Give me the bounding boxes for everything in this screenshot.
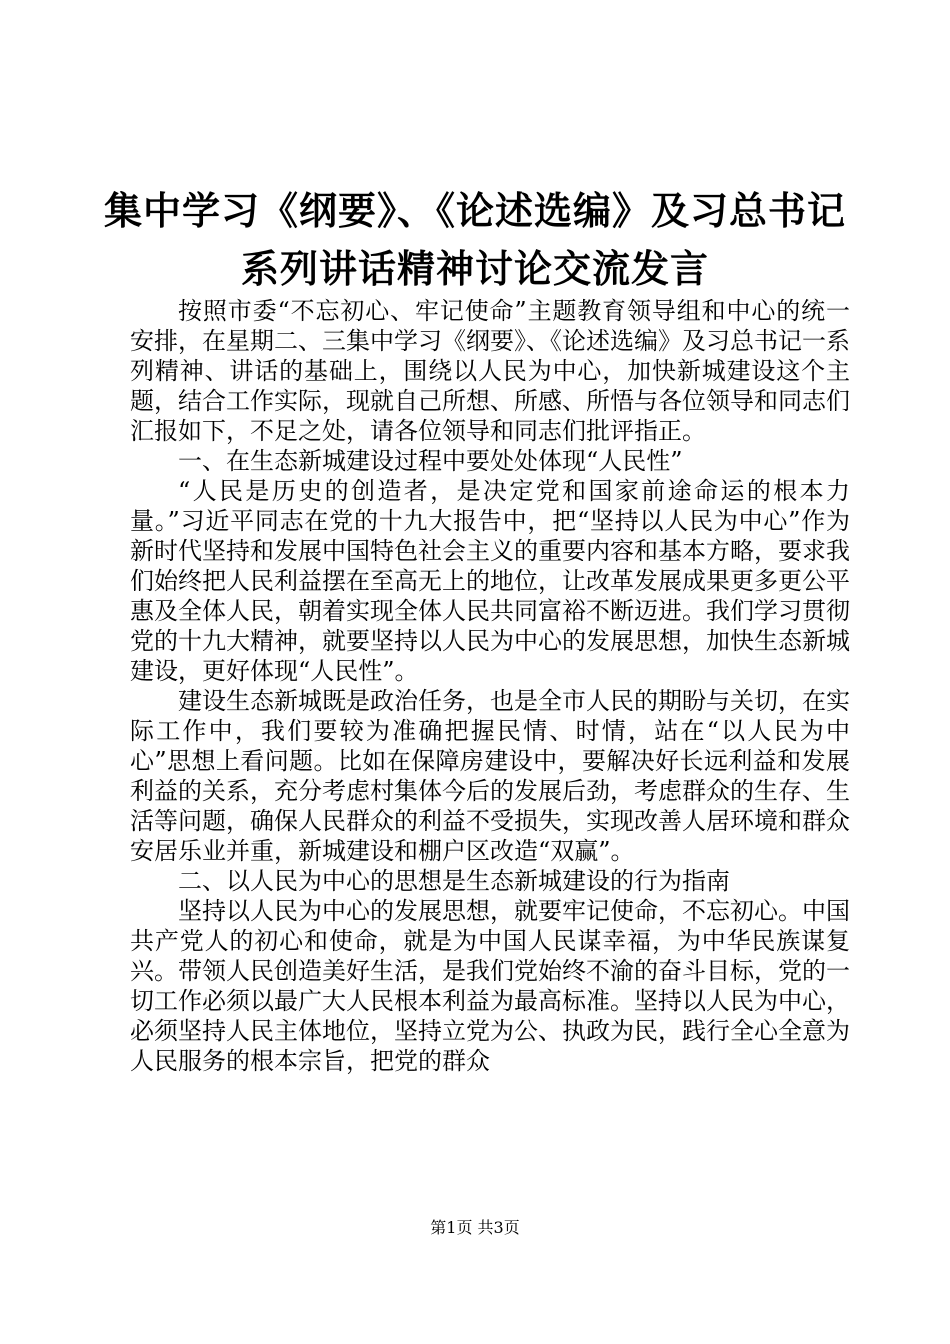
- section-heading-2: 二、以人民为中心的思想是生态新城建设的行为指南: [178, 867, 730, 895]
- paragraph-intro: 按照市委“不忘初心、牢记使命”主题教育领导组和中心的统一安排，在星期二、三集中学习《纲要》、《论述选编》及习总书记一系列精神、讲话的基础上，围绕以人民为中心，加快新城建设这个主题，结合工作实际，现就自己所想、所感、所悟与各位领导和同志们汇报如下，不足之处，请各位领导和同志们批评指正。: [130, 297, 850, 445]
- document-title-line1: 集中学习《纲要》、《论述选编》及习总书记: [103, 189, 846, 233]
- paragraph-mission: 坚持以人民为中心的发展思想，就要牢记使命，不忘初心。中国共产党人的初心和使命，就是为中国人民谋幸福，为中华民族谋复兴。带领人民创造美好生活，是我们党始终不渝的奋斗目标，党的一切工作必须以最广大人民根本利益为最高标准。坚持以人民为中心，必须坚持人民主体地位，坚持立党为公、执政为民，践行全心全意为人民服务的根本宗旨，把党的群众: [130, 897, 850, 1075]
- paragraph-new-city: 建设生态新城既是政治任务，也是全市人民的期盼与关切，在实际工作中，我们要较为准确把握民情、时情，站在“以人民为中心”思想上看问题。比如在保障房建设中，要解决好长远利益和发展利益的关系，充分考虑村集体今后的发展后劲，考虑群众的生存、生活等问题，确保人民群众的利益不受损失，实现改善人居环境和群众安居乐业并重，新城建设和棚户区改造“双赢”。: [130, 687, 850, 865]
- page-footer: 第1页 共3页: [430, 1218, 520, 1237]
- document-body: [130, 296, 850, 1076]
- section-heading-1: 一、在生态新城建设过程中要处处体现“人民性”: [178, 447, 683, 475]
- document-title-line2: 系列讲话精神讨论交流发言: [240, 247, 709, 291]
- paragraph-people-history: “人民是历史的创造者，是决定党和国家前途命运的根本力量。”习近平同志在党的十九大报告中，把“坚持以人民为中心”作为新时代坚持和发展中国特色社会主义的重要内容和基本方略，要求我们始终把人民利益摆在至高无上的地位，让改革发展成果更多更公平惠及全体人民，朝着实现全体人民共同富裕不断迈进。我们学习贯彻党的十九大精神，就要坚持以人民为中心的发展思想，加快生态新城建设，更好体现“人民性”。: [130, 477, 850, 685]
